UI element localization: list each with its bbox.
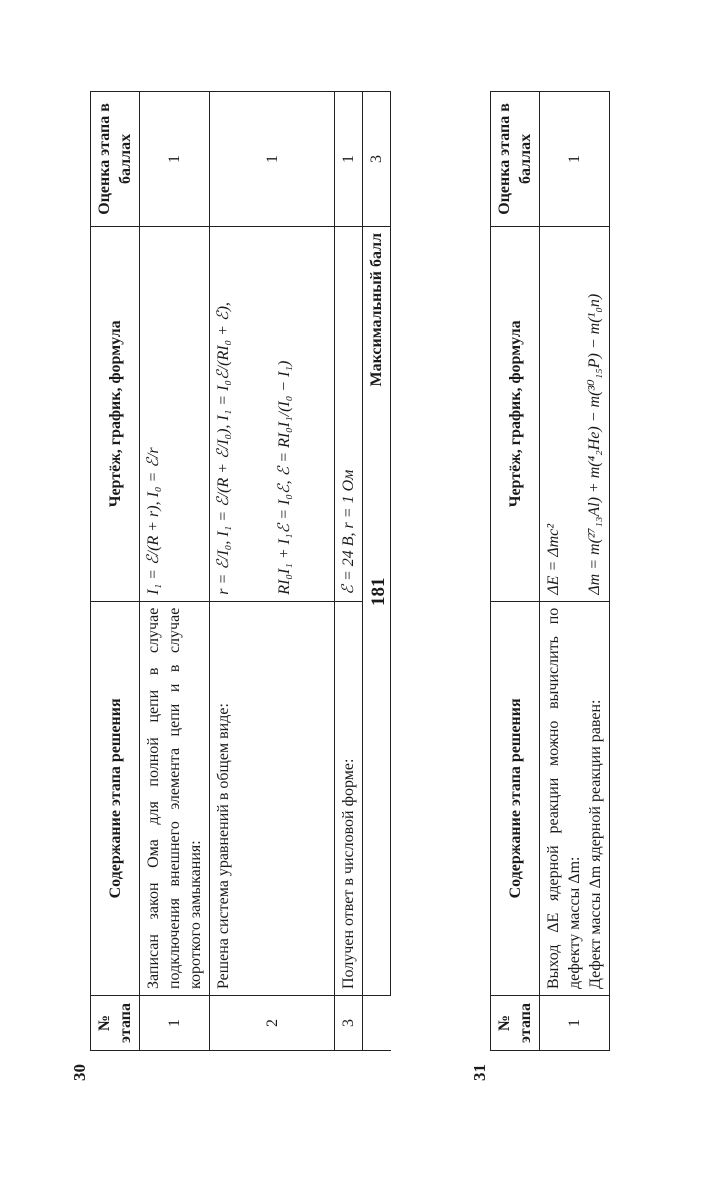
stage-content: Записан закон Ома для полной цепи в случае подключения внешнего элемента цепи и в случае короткого замыкания: xyxy=(140,601,210,995)
formula-line: Δm = m(²⁷₁₃Al) + m(⁴₂He) − m(³⁰₁₅P) − m(¹₀n) xyxy=(586,293,603,595)
max-score-value: 3 xyxy=(363,92,391,227)
stage-formula xyxy=(540,226,610,601)
header-content: Содержание этапа решения xyxy=(491,601,540,995)
task-30-table xyxy=(90,91,391,1051)
formula-line: r = ℰ/I₀, I₁ = ℰ/(R + ℰ/I₀), I₁ = I₀ℰ/(RI₀ + ℰ), xyxy=(215,302,232,595)
table-row xyxy=(140,92,210,1051)
header-score: Оценка этапа в баллах xyxy=(91,92,140,227)
max-score-label: Максимальный балл xyxy=(363,226,391,995)
stage-content: Решена система уравнений в общем виде: xyxy=(210,601,335,995)
header-formula: Чертёж, график, формула xyxy=(91,226,140,601)
header-content: Содержание этапа решения xyxy=(91,601,140,995)
formula-line: ΔE = Δmc² xyxy=(545,523,562,595)
header-row xyxy=(91,92,140,1051)
task-31-table xyxy=(490,91,610,1051)
stage-number: 3 xyxy=(335,996,363,1051)
page-number: 181 xyxy=(368,577,389,606)
stage-score: 1 xyxy=(210,92,335,227)
stage-number: 2 xyxy=(210,996,335,1051)
stage-formula: ℰ = 24 В, r = 1 Ом xyxy=(335,226,363,601)
stage-content xyxy=(540,601,610,995)
task-31-number: 31 xyxy=(470,1064,489,1081)
header-row xyxy=(491,92,540,1051)
stage-formula xyxy=(210,226,335,601)
stage-score: 1 xyxy=(540,92,610,227)
stage-score: 1 xyxy=(335,92,363,227)
content-line: Выход ΔE ядерной реакции можно вычислить по дефекту массы Δm: xyxy=(545,607,583,990)
stage-score: 1 xyxy=(140,92,210,227)
stage-formula: I₁ = ℰ/(R + r), I₀ = ℰ/r xyxy=(140,226,210,601)
header-stage: № этапа xyxy=(491,996,540,1051)
formula-line: RI₀I₁ + I₁ℰ = I₀ℰ, ℰ = RI₀I₁/(I₀ − I₁) xyxy=(276,360,293,595)
table-row xyxy=(540,92,610,1051)
table-row xyxy=(335,92,363,1051)
stage-content: Получен ответ в числовой форме: xyxy=(335,601,363,995)
stage-number: 1 xyxy=(140,996,210,1051)
header-stage: № этапа xyxy=(91,996,140,1051)
task-30-number: 30 xyxy=(70,1064,89,1081)
content-line: Дефект массы Δm ядерной реакции равен: xyxy=(587,699,604,990)
header-formula: Чертёж, график, формула xyxy=(491,226,540,601)
table-row xyxy=(210,92,335,1051)
header-score: Оценка этапа в баллах xyxy=(491,92,540,227)
max-row xyxy=(363,92,391,1051)
stage-number: 1 xyxy=(540,996,610,1051)
